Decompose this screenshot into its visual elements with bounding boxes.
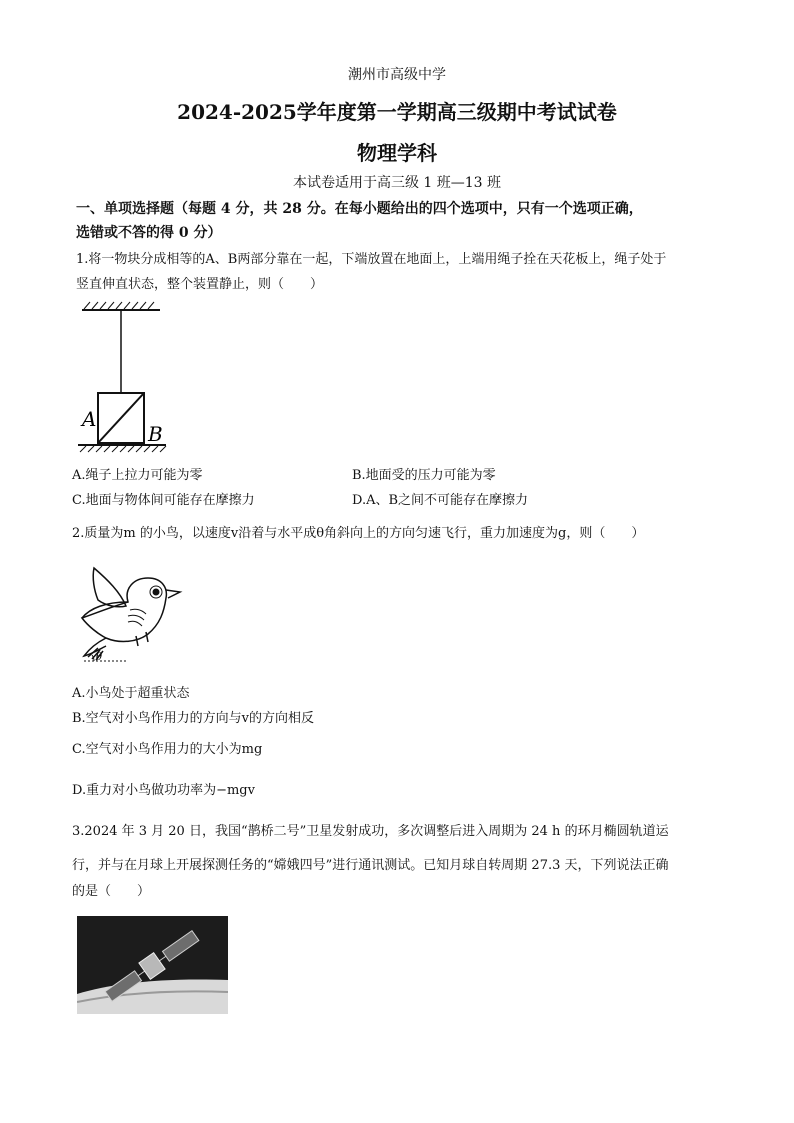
q1-stem-line1: 1.将一物块分成相等的A、B两部分靠在一起，下端放置在地面上，上端用绳子拴在天花板上，绳子处于	[76, 252, 667, 267]
q1-option-a[interactable]: A.绳子上拉力可能为零	[72, 468, 203, 483]
fig-label-a: A	[82, 407, 97, 431]
section-heading-line2: 选错或不答的得 0 分）	[76, 225, 222, 241]
school-name: 潮州市高级中学	[348, 67, 446, 83]
q3-stem-line3: 的是（ ）	[72, 884, 151, 899]
q3-satellite-photo	[77, 916, 228, 1014]
section-heading-line1: 一、单项选择题（每题 4 分，共 28 分。在每小题给出的四个选项中，只有一个选项正确，	[76, 201, 643, 217]
subject-title: 物理学科	[357, 141, 437, 165]
q2-option-c[interactable]: C.空气对小鸟作用力的大小为mg	[72, 742, 263, 757]
q2-bird-figure	[76, 562, 188, 670]
q1-option-b[interactable]: B.地面受的压力可能为零	[352, 468, 496, 483]
q1-option-d[interactable]: D.A、B之间不可能存在摩擦力	[352, 493, 529, 508]
fig-label-b: B	[148, 422, 163, 446]
q3-stem-line2: 行，并与在月球上开展探测任务的“嫦娥四号”进行通讯测试。已知月球自转周期 27.3 天，下列说法正确	[72, 858, 669, 873]
q1-option-c[interactable]: C.地面与物体间可能存在摩擦力	[72, 493, 255, 508]
q1-stem-line2: 竖直伸直状态，整个装置静止，则（ ）	[76, 277, 324, 292]
q2-option-d[interactable]: D.重力对小鸟做功功率为−mgv	[72, 783, 255, 798]
exam-scope: 本试卷适用于高三级 1 班—13 班	[292, 175, 502, 191]
theta-label: θ	[96, 652, 103, 663]
q2-option-a[interactable]: A.小鸟处于超重状态	[72, 686, 190, 701]
q1-figure	[76, 300, 171, 460]
q3-stem-line1: 3.2024 年 3 月 20 日，我国“鹊桥二号”卫星发射成功，多次调整后进入周期为 24 h 的环月椭圆轨道运	[72, 824, 669, 839]
q2-stem: 2.质量为m 的小鸟，以速度v沿着与水平成θ角斜向上的方向匀速飞行，重力加速度为g，则（ ）	[72, 526, 645, 541]
exam-title: 2024-2025学年度第一学期高三级期中考试试卷	[177, 100, 617, 124]
q2-option-b[interactable]: B.空气对小鸟作用力的方向与v的方向相反	[72, 711, 315, 726]
